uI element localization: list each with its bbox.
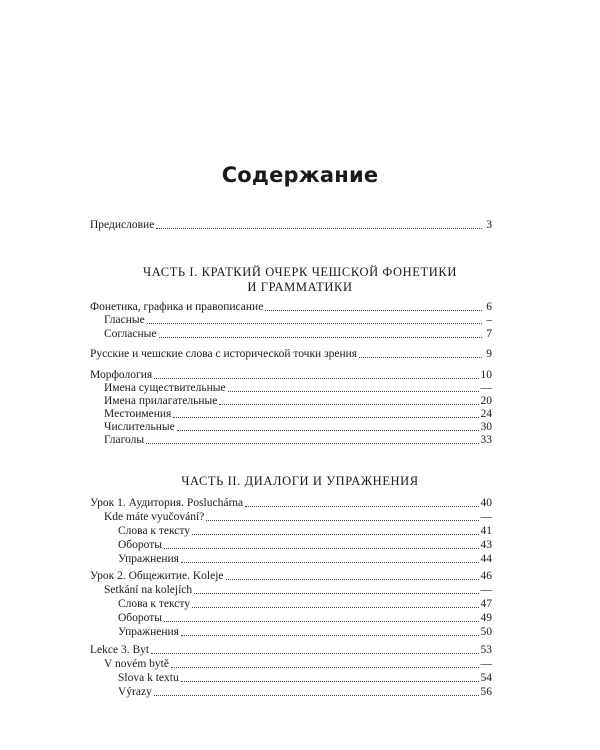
toc-entry-page: 10 bbox=[480, 369, 492, 381]
leader-dots bbox=[156, 218, 482, 229]
toc-entry-label: Глаголы bbox=[104, 434, 145, 446]
toc-entry-page: 43 bbox=[480, 539, 492, 551]
toc-entry-l1-phrases bbox=[118, 538, 492, 552]
toc-entry-label: Фонетика, графика и правописание bbox=[90, 301, 264, 313]
toc-entry-label: Setkání na kolejích bbox=[104, 584, 193, 596]
toc-entry-lesson1 bbox=[90, 496, 492, 510]
page-title: Содержание bbox=[221, 163, 379, 187]
toc-entry-page: 47 bbox=[480, 598, 492, 610]
toc-entry-adjectives bbox=[104, 394, 492, 408]
toc-entry-label: V novém bytě bbox=[104, 658, 169, 670]
leader-dots bbox=[181, 552, 479, 563]
toc-entry-consonants bbox=[104, 327, 492, 341]
toc-entry-page: — bbox=[480, 658, 492, 670]
toc-entry-page: 46 bbox=[480, 570, 492, 582]
toc-entry-page: 33 bbox=[480, 434, 492, 446]
toc-entry-label: Имена существительные bbox=[104, 382, 226, 394]
toc-entry-label: Упражнения bbox=[118, 626, 179, 638]
toc-entry-label: Výrazy bbox=[118, 686, 152, 698]
leader-dots bbox=[206, 510, 478, 521]
toc-entry-l2-dialog bbox=[104, 583, 492, 597]
toc-entry-page: 53 bbox=[480, 644, 492, 656]
toc-entry-page: 7 bbox=[486, 328, 492, 340]
leader-dots bbox=[154, 368, 478, 379]
leader-dots bbox=[219, 394, 478, 405]
toc-entry-page: — bbox=[480, 584, 492, 596]
toc-entry-label: Предисловие bbox=[90, 219, 155, 231]
toc-entry-l3-phrases bbox=[118, 685, 492, 699]
leader-dots bbox=[194, 583, 478, 594]
leader-dots bbox=[177, 420, 479, 431]
toc-entry-label: Слова к тексту bbox=[118, 525, 191, 537]
toc-entry-label: Гласные bbox=[104, 314, 145, 326]
toc-entry-label: Упражнения bbox=[118, 553, 179, 565]
leader-dots bbox=[245, 496, 478, 507]
toc-entry-page: 49 bbox=[480, 612, 492, 624]
toc-entry-page: 24 bbox=[480, 408, 492, 420]
leader-dots bbox=[171, 657, 479, 668]
toc-entry-phonetics bbox=[90, 300, 492, 314]
toc-entry-l1-exercises bbox=[118, 552, 492, 566]
toc-entry-page: 50 bbox=[480, 626, 492, 638]
leader-dots bbox=[151, 643, 478, 654]
toc-entry-history bbox=[90, 347, 492, 361]
toc-entry-l2-words bbox=[118, 597, 492, 611]
leader-dots bbox=[181, 625, 479, 636]
leader-dots bbox=[164, 538, 478, 549]
toc-entry-lesson3 bbox=[90, 643, 492, 657]
toc-entry-page: — bbox=[480, 511, 492, 523]
leader-dots bbox=[164, 611, 478, 622]
leader-dots bbox=[228, 381, 479, 392]
toc-entry-vowels bbox=[104, 313, 492, 327]
toc-entry-page: – bbox=[486, 314, 492, 326]
toc-entry-nouns bbox=[104, 381, 492, 395]
toc-entry-label: Lekce 3. Byt bbox=[90, 644, 150, 656]
toc-entry-numerals bbox=[104, 420, 492, 434]
leader-dots bbox=[226, 569, 479, 580]
leader-dots bbox=[359, 347, 482, 358]
part1-heading-line1: ЧАСТЬ I. КРАТКИЙ ОЧЕРК ЧЕШСКОЙ ФОНЕТИКИ bbox=[143, 265, 457, 279]
toc-entry-label: Урок 2. Общежитие. Koleje bbox=[90, 570, 224, 582]
leader-dots bbox=[192, 597, 478, 608]
toc-entry-page: 20 bbox=[480, 395, 492, 407]
toc-entry-page: 40 bbox=[480, 497, 492, 509]
leader-dots bbox=[147, 313, 482, 324]
toc-entry-label: Согласные bbox=[104, 328, 157, 340]
toc-entry-l1-dialog bbox=[104, 510, 492, 524]
toc-entry-page: 30 bbox=[480, 421, 492, 433]
toc-entry-page: 6 bbox=[486, 301, 492, 313]
toc-entry-pronouns bbox=[104, 407, 492, 421]
toc-entry-label: Слова к тексту bbox=[118, 598, 191, 610]
toc-entry-l1-words bbox=[118, 524, 492, 538]
toc-entry-label: Kde máte vyučování? bbox=[104, 511, 205, 523]
toc-entry-page: 3 bbox=[486, 219, 492, 231]
toc-entry-label: Обороты bbox=[118, 612, 163, 624]
part1-heading-line2: И ГРАММАТИКИ bbox=[247, 280, 353, 294]
toc-entry-lesson2 bbox=[90, 569, 492, 583]
toc-entry-l3-dialog bbox=[104, 657, 492, 671]
leader-dots bbox=[265, 300, 482, 311]
toc-entry-l2-exercises bbox=[118, 625, 492, 639]
toc-entry-label: Slova k textu bbox=[118, 672, 179, 684]
toc-entry-page: 54 bbox=[480, 672, 492, 684]
part2-heading: ЧАСТЬ II. ДИАЛОГИ И УПРАЖНЕНИЯ bbox=[181, 474, 419, 488]
leader-dots bbox=[173, 407, 478, 418]
toc-entry-page: 9 bbox=[486, 348, 492, 360]
toc-entry-page: 44 bbox=[480, 553, 492, 565]
toc-entry-page: 41 bbox=[480, 525, 492, 537]
toc-entry-label: Урок 1. Аудитория. Posluchárna bbox=[90, 497, 244, 509]
toc-entry-label: Имена прилагательные bbox=[104, 395, 218, 407]
toc-entry-label: Местоимения bbox=[104, 408, 172, 420]
toc-entry-label: Русские и чешские слова с исторической точки зрения bbox=[90, 348, 358, 360]
toc-entry-page: 56 bbox=[480, 686, 492, 698]
leader-dots bbox=[146, 433, 478, 444]
toc-entry-l2-phrases bbox=[118, 611, 492, 625]
toc-entry-label: Морфология bbox=[90, 369, 153, 381]
leader-dots bbox=[154, 685, 479, 696]
toc-entry-morphology bbox=[90, 368, 492, 382]
toc-entry-l3-words bbox=[118, 671, 492, 685]
leader-dots bbox=[159, 327, 483, 338]
toc-entry-preface bbox=[90, 218, 492, 232]
leader-dots bbox=[181, 671, 479, 682]
leader-dots bbox=[192, 524, 478, 535]
toc-entry-label: Обороты bbox=[118, 539, 163, 551]
toc-entry-page: — bbox=[480, 382, 492, 394]
toc-entry-verbs bbox=[104, 433, 492, 447]
toc-entry-label: Числительные bbox=[104, 421, 175, 433]
